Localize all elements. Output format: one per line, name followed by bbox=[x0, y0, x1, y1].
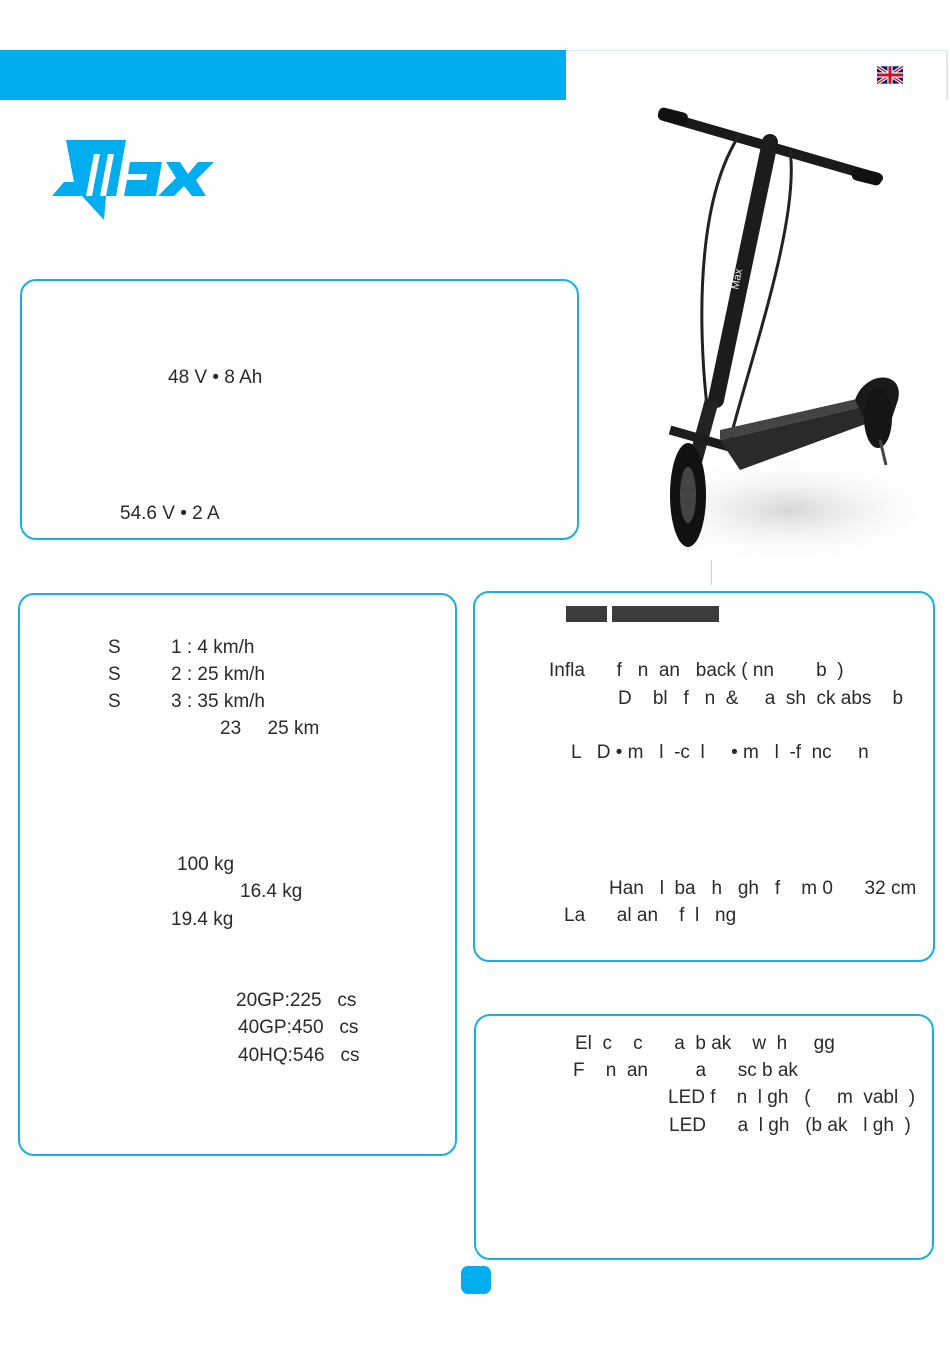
safety-rear-light: LED a l gh (b ak l gh ) bbox=[669, 1115, 911, 1136]
max-logo bbox=[48, 132, 220, 224]
speed1-label: S bbox=[108, 637, 121, 658]
electric-scooter-image bbox=[620, 100, 940, 570]
feature-suspension: D bl f n & a sh ck abs b bbox=[618, 688, 904, 709]
range-value: 23 25 km bbox=[220, 718, 320, 739]
header-banner bbox=[0, 50, 566, 100]
tab-marker-right bbox=[612, 606, 719, 622]
container-40hq: 40HQ:546 cs bbox=[238, 1045, 360, 1066]
speed3-value: 3 : 35 km/h bbox=[171, 691, 265, 712]
gross-weight-value: 19.4 kg bbox=[171, 909, 234, 930]
speed2-value: 2 : 25 km/h bbox=[171, 664, 265, 685]
safety-front-light: LED f n l gh ( m vabl ) bbox=[668, 1087, 916, 1108]
safety-brake1: El c c a b ak w h gg bbox=[575, 1033, 835, 1054]
net-weight-value: 16.4 kg bbox=[240, 881, 303, 902]
battery-spec-box bbox=[20, 279, 579, 540]
battery-value: 48 V • 8 Ah bbox=[168, 367, 263, 388]
feature-display: L D • m l -c l • m l -f nc n bbox=[571, 742, 869, 763]
divider bbox=[711, 560, 712, 585]
svg-text:Max: Max bbox=[729, 267, 746, 291]
uk-flag-icon[interactable] bbox=[877, 64, 903, 86]
tab-marker-left bbox=[566, 606, 607, 622]
container-20gp: 20GP:225 cs bbox=[236, 990, 357, 1011]
charger-value: 54.6 V • 2 A bbox=[120, 503, 220, 524]
speed1-value: 1 : 4 km/h bbox=[171, 637, 255, 658]
feature-folding: La al an f l ng bbox=[564, 905, 737, 926]
container-40gp: 40GP:450 cs bbox=[238, 1017, 359, 1038]
max-load-value: 100 kg bbox=[177, 854, 235, 875]
feature-handlebar: Han l ba h gh f m 0 32 cm bbox=[609, 878, 917, 899]
page-number-badge bbox=[461, 1266, 491, 1294]
feature-tires: Infla f n an back ( nn b ) bbox=[549, 660, 844, 681]
speed3-label: S bbox=[108, 691, 121, 712]
safety-brake2: F n an a sc b ak bbox=[573, 1060, 798, 1081]
speed2-label: S bbox=[108, 664, 121, 685]
